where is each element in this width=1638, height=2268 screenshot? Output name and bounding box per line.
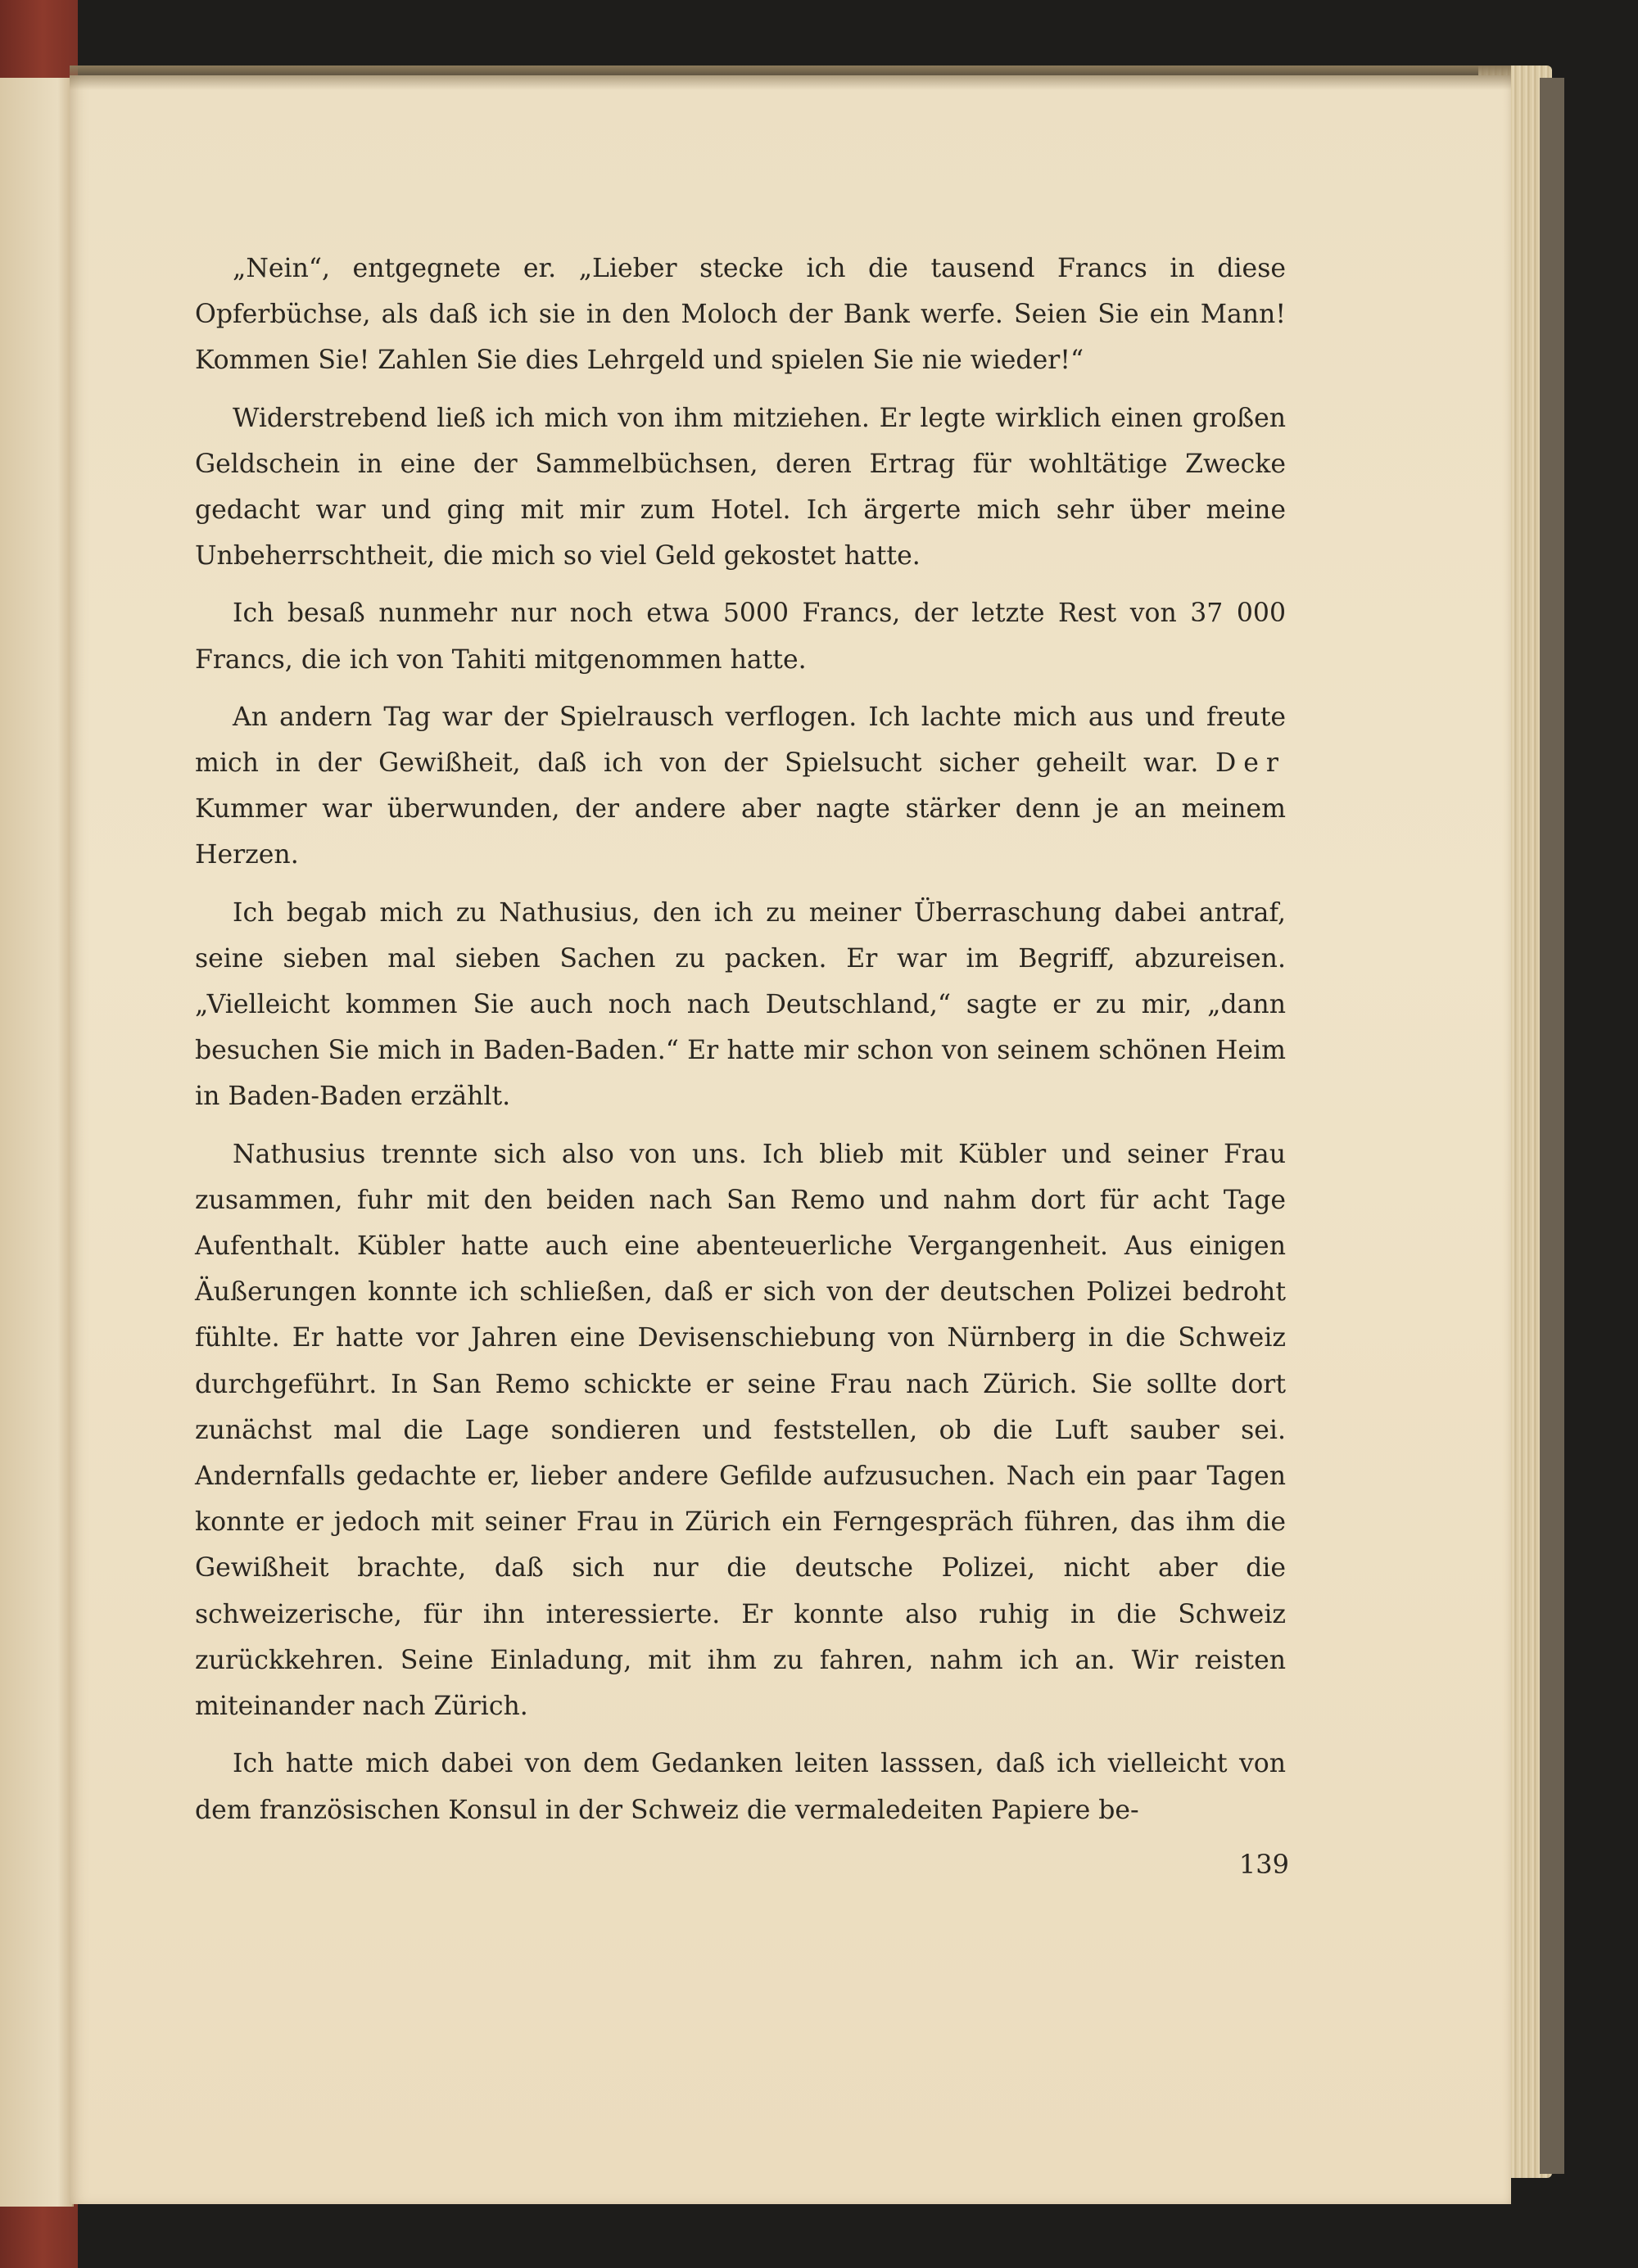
- paragraph-4: [195, 694, 1286, 879]
- paragraph-5: Ich begab mich zu Nathusius, den ich zu meiner Überraschung dabei antraf, seine sieben mal sieben Sachen zu packen. Er war im Begriff, abzureisen. „Vielleicht kommen Sie auch noch nach Deutschland,“ sagte er zu mir, „dann besuchen Sie mich in Baden-Baden.“ Er hatte mir schon von seinem schönen Heim in Baden-Baden erzählt.: [195, 897, 1286, 1112]
- paragraph-4-lead: An andern Tag war der Spielrausch verflogen. Ich lachte mich aus und freute mich in der Gewißheit, daß ich von der Spielsucht sicher geheilt war.: [195, 702, 1286, 779]
- page-number: 139: [1238, 1849, 1289, 1880]
- paragraph-4-emphasis: Der: [1215, 748, 1286, 779]
- paragraph-2: Widerstrebend ließ ich mich von ihm mitziehen. Er legte wirklich einen großen Geldschein in eine der Sammelbüchsen, deren Ertrag für wohltätige Zwecke gedacht war und ging mit mir zum Hotel. Ich ärgerte mich sehr über meine Unbeherrschtheit, die mich so viel Geld gekostet hatte.: [195, 403, 1286, 572]
- paragraph-6: Nathusius trennte sich also von uns. Ich blieb mit Kübler und seiner Frau zusammen, fuhr mit den beiden nach San Remo und nahm dort für acht Tage Aufenthalt. Kübler hatte auch eine abenteuerliche Vergangenheit. Aus einigen Äußerungen konnte ich schließen, daß er sich von der deutschen Polizei bedroht fühlte. Er hatte vor Jahren eine Devisenschiebung von Nürnberg in die Schweiz durchgeführt. In San Remo schickte er seine Frau nach Zürich. Sie sollte dort zunächst mal die Lage sondieren und feststellen, ob die Luft sauber sei. Andernfalls gedachte er, lieber andere Gefilde aufzusuchen. Nach ein paar Tagen konnte er jedoch mit seiner Frau in Zürich ein Ferngespräch führen, das ihm die Gewißheit brachte, daß sich nur die deutsche Polizei, nicht aber die schweizerische, für ihn interessierte. Er konnte also ruhig in die Schweiz zurückkehren. Seine Einladung, mit ihm zu fahren, nahm ich an. Wir reisten miteinander nach Zürich.: [195, 1139, 1286, 1722]
- body-text: [195, 246, 1286, 1845]
- page-top-shadow: [70, 66, 1511, 90]
- paragraph-3: Ich besaß nunmehr nur noch etwa 5000 Francs, der letzte Rest von 37 000 Francs, die ich von Tahiti mitgenommen hatte.: [195, 599, 1286, 675]
- paragraph-1: „Nein“, entgegnete er. „Lieber stecke ich die tausend Francs in diese Opferbüchse, als daß ich sie in den Moloch der Bank werfe. Seien Sie ein Mann! Kommen Sie! Zahlen Sie dies Lehrgeld und spielen Sie nie wieder!“: [195, 254, 1286, 376]
- paragraph-7: Ich hatte mich dabei von dem Gedanken leiten lasssen, daß ich vielleicht von dem französischen Konsul in der Schweiz die vermaledeiten Papiere be-: [195, 1749, 1286, 1825]
- paragraph-4-rest: Kummer war überwunden, der andere aber nagte stärker denn je an meinem Herzen.: [195, 794, 1286, 870]
- book-cover-right: [1540, 78, 1564, 2174]
- facing-page-edge: [0, 78, 74, 2207]
